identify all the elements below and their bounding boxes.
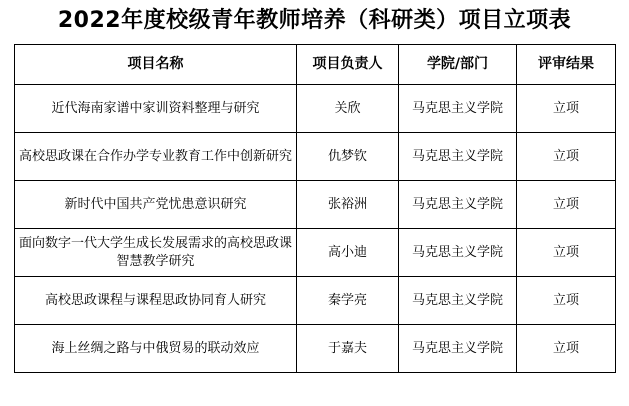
table-row [15,325,616,373]
column-header-project-leader: 项目负责人 [297,45,399,85]
page-title: 2022年度校级青年教师培养（科研类）项目立项表 [57,8,572,33]
cell-review-result: 立项 [517,229,616,277]
cell-review-result: 立项 [517,181,616,229]
cell-department: 马克思主义学院 [399,229,517,277]
cell-project-leader: 秦学亮 [297,277,399,325]
table-header-row [15,45,616,85]
table-row [15,229,616,277]
cell-department: 马克思主义学院 [399,133,517,181]
cell-department: 马克思主义学院 [399,181,517,229]
column-header-project-name: 项目名称 [15,45,297,85]
cell-project-leader: 张裕洲 [297,181,399,229]
cell-review-result: 立项 [517,325,616,373]
column-header-review-result: 评审结果 [517,45,616,85]
cell-review-result: 立项 [517,133,616,181]
cell-project-leader: 高小迪 [297,229,399,277]
table-row [15,85,616,133]
cell-project-name: 新时代中国共产党忧患意识研究 [15,181,297,229]
cell-project-leader: 于嘉夫 [297,325,399,373]
cell-project-name: 面向数字一代大学生成长发展需求的高校思政课智慧教学研究 [15,229,297,277]
cell-review-result: 立项 [517,85,616,133]
cell-project-name: 海上丝绸之路与中俄贸易的联动效应 [15,325,297,373]
column-header-department: 学院/部门 [399,45,517,85]
table-container [0,44,629,373]
table-row [15,133,616,181]
cell-department: 马克思主义学院 [399,277,517,325]
project-approval-table [14,44,616,373]
cell-project-name: 近代海南家谱中家训资料整理与研究 [15,85,297,133]
table-row [15,277,616,325]
cell-project-name: 高校思政课在合作办学专业教育工作中创新研究 [15,133,297,181]
table-row [15,181,616,229]
cell-review-result: 立项 [517,277,616,325]
table-header [15,45,616,85]
cell-department: 马克思主义学院 [399,325,517,373]
cell-project-leader: 仇梦钦 [297,133,399,181]
table-body [15,85,616,373]
cell-project-name: 高校思政课程与课程思政协同育人研究 [15,277,297,325]
cell-department: 马克思主义学院 [399,85,517,133]
cell-project-leader: 关欣 [297,85,399,133]
